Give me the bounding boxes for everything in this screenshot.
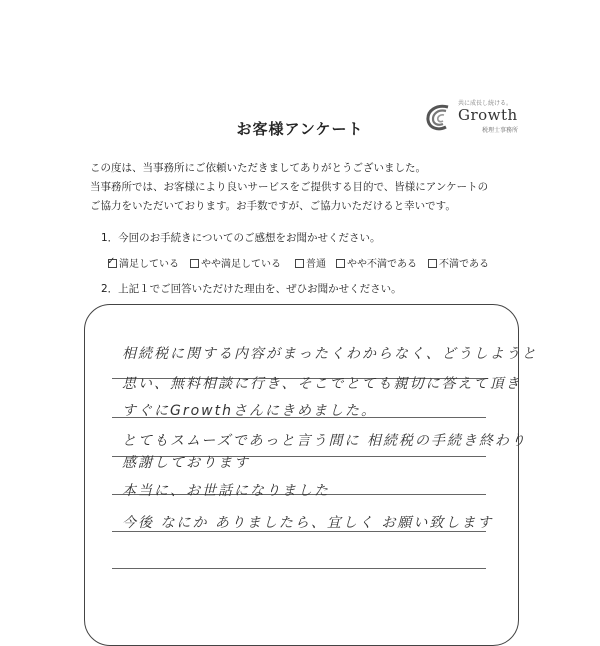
checkbox[interactable]: [295, 259, 304, 268]
intro-line: 当事務所では、お客様により良いサービスをご提供する目的で、皆様にアンケートの: [90, 181, 489, 193]
option-label: 不満である: [439, 259, 489, 270]
option-label: 満足している: [119, 259, 179, 270]
handwritten-line: すぐにGrowthさんにきめました。: [122, 403, 377, 419]
ruled-line: [112, 568, 486, 569]
handwritten-line: 感謝しております: [122, 455, 250, 471]
handwritten-line: 相続税に関する内容がまったくわからなく、どうしようと: [122, 346, 538, 362]
logo-subtitle: 税理士事務所: [482, 127, 519, 134]
option-satisfied[interactable]: [108, 255, 179, 270]
question-2: 2．上記１でご回答いただけた理由を、ぜひお聞かせください。: [101, 283, 402, 295]
checkbox[interactable]: [107, 255, 117, 268]
intro-line: ご協力をいただいております。お手数ですが、ご協力いただけると幸いです。: [90, 200, 456, 212]
handwritten-line: 思い、無料相談に行き、そこでとても親切に答えて頂き: [122, 376, 522, 392]
option-dissatisfied[interactable]: [428, 255, 489, 270]
option-label: やや満足している: [201, 259, 281, 270]
option-neutral[interactable]: [295, 255, 326, 270]
handwritten-line: 今後 なにか ありましたら、宜しく お願い致します: [122, 515, 494, 531]
option-label: 普通: [306, 259, 326, 270]
option-label: やや不満である: [347, 259, 417, 270]
option-somewhat-dissatisfied[interactable]: [336, 255, 417, 270]
intro-paragraph: [90, 159, 488, 216]
logo-tagline: 共に成長し続ける。: [458, 100, 513, 107]
handwritten-line: とてもスムーズであっと言う間に 相続税の手続き終わり: [122, 433, 527, 449]
handwritten-line: 本当に、お世話になりました: [122, 483, 330, 499]
growth-swirl-icon: [424, 102, 454, 132]
check-mark-icon: ✓: [107, 255, 116, 267]
option-somewhat-satisfied[interactable]: [190, 255, 281, 270]
question-1: 1．今回のお手続きについてのご感想をお聞かせください。: [101, 232, 381, 244]
checkbox[interactable]: [428, 259, 437, 268]
checkbox[interactable]: [190, 259, 199, 268]
intro-line: この度は、当事務所にご依頼いただきましてありがとうございました。: [90, 162, 426, 174]
page-title: お客様アンケート: [236, 120, 364, 138]
company-logo: [424, 96, 544, 136]
logo-brand: Growth: [458, 106, 518, 124]
checkbox[interactable]: [336, 259, 345, 268]
